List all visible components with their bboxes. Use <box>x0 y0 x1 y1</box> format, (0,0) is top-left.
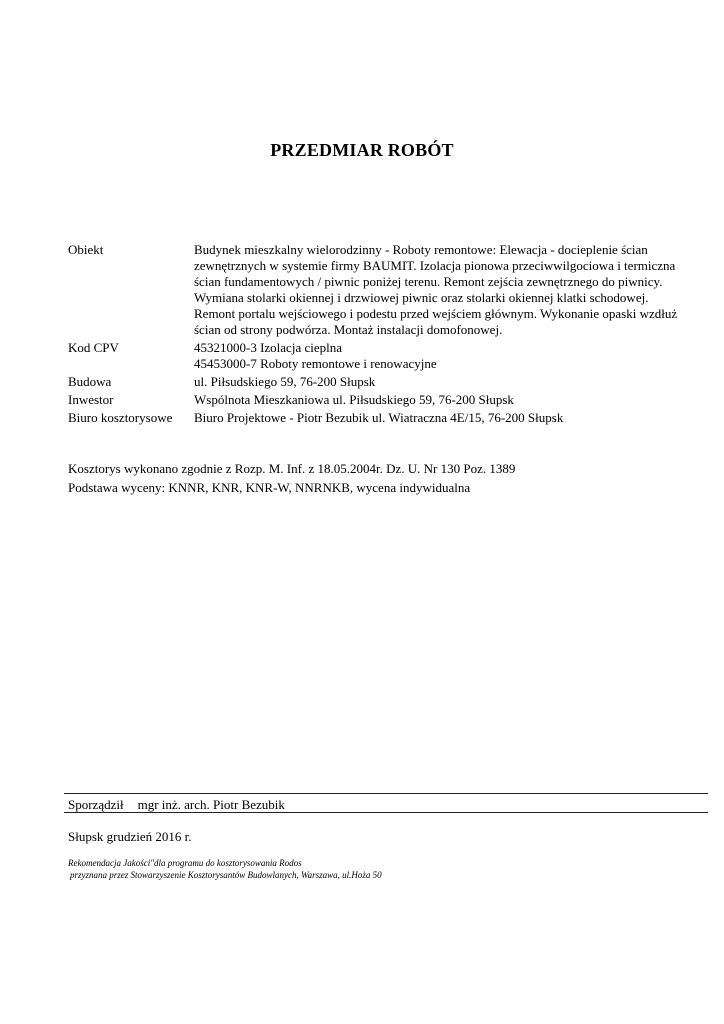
signature-name: mgr inż. arch. Piotr Bezubik <box>137 797 285 812</box>
document-title: PRZEDMIAR ROBÓT <box>270 140 454 160</box>
footer-line-2: przyznana przez Stowarzyszenie Kosztorysantów Budowlanych, Warszawa, ul.Hoża 50 <box>70 870 382 880</box>
place-date: Słupsk grudzień 2016 r. <box>68 829 192 844</box>
label-obiekt: Obiekt <box>68 242 104 257</box>
signature-bottom-rule <box>64 812 708 813</box>
obiekt-line-5: Remont portalu wejściowego i podestu przed wejściem głównym. Wykonanie opaski wzdłuż <box>194 306 678 321</box>
footer-note <box>68 857 382 881</box>
obiekt-line-3: ścian fundamentowych / piwnic poniżej terenu. Remont zejścia zewnętrznego do piwnicy. <box>194 274 663 289</box>
obiekt-line-4: Wymiana stolarki okiennej i drzwiowej piwnic oraz stolarki okiennej klatki schodowej. <box>194 290 649 305</box>
signature-top-rule <box>64 793 708 794</box>
info-row-obiekt <box>68 242 708 338</box>
value-biuro: Biuro Projektowe - Piotr Bezubik ul. Wiatraczna 4E/15, 76-200 Słupsk <box>194 410 564 425</box>
legal-basis <box>68 459 708 497</box>
cpv-line-2: 45453000-7 Roboty remontowe i renowacyjne <box>194 356 437 371</box>
project-info-table <box>68 242 708 426</box>
label-biuro: Biuro kosztorysowe <box>68 410 173 425</box>
label-inwestor: Inwestor <box>68 392 114 407</box>
signature-label: Sporządził <box>68 797 124 812</box>
legal-basis-line-1: Kosztorys wykonano zgodnie z Rozp. M. Inf. z 18.05.2004r. Dz. U. Nr 130 Poz. 1389 <box>68 461 516 476</box>
obiekt-line-6: ścian od strony podwórza. Montaż instalacji domofonowej. <box>194 322 503 337</box>
signature-block <box>68 797 285 813</box>
obiekt-line-1: Budynek mieszkalny wielorodzinny - Roboty remontowe: Elewacja - docieplenie ścian <box>194 242 648 257</box>
info-row-kod-cpv <box>68 338 708 372</box>
value-obiekt <box>194 242 708 338</box>
obiekt-line-2: zewnętrznych w systemie firmy BAUMIT. Izolacja pionowa przeciwwilgociowa i termiczna <box>194 258 676 273</box>
info-row-budowa <box>68 372 708 390</box>
legal-basis-line-2: Podstawa wyceny: KNNR, KNR, KNR-W, NNRNKB, wycena indywidualna <box>68 480 471 495</box>
info-row-inwestor <box>68 390 708 408</box>
value-kod-cpv <box>194 338 708 372</box>
label-budowa: Budowa <box>68 374 112 389</box>
label-kod-cpv: Kod CPV <box>68 340 119 355</box>
value-inwestor: Wspólnota Mieszkaniowa ul. Piłsudskiego 59, 76-200 Słupsk <box>194 392 514 407</box>
cpv-line-1: 45321000-3 Izolacja cieplna <box>194 340 342 355</box>
footer-line-1: Rekomendacja Jakości"dla programu do kosztorysowania Rodos <box>68 858 302 868</box>
info-row-biuro <box>68 408 708 426</box>
value-budowa: ul. Piłsudskiego 59, 76-200 Słupsk <box>194 374 376 389</box>
